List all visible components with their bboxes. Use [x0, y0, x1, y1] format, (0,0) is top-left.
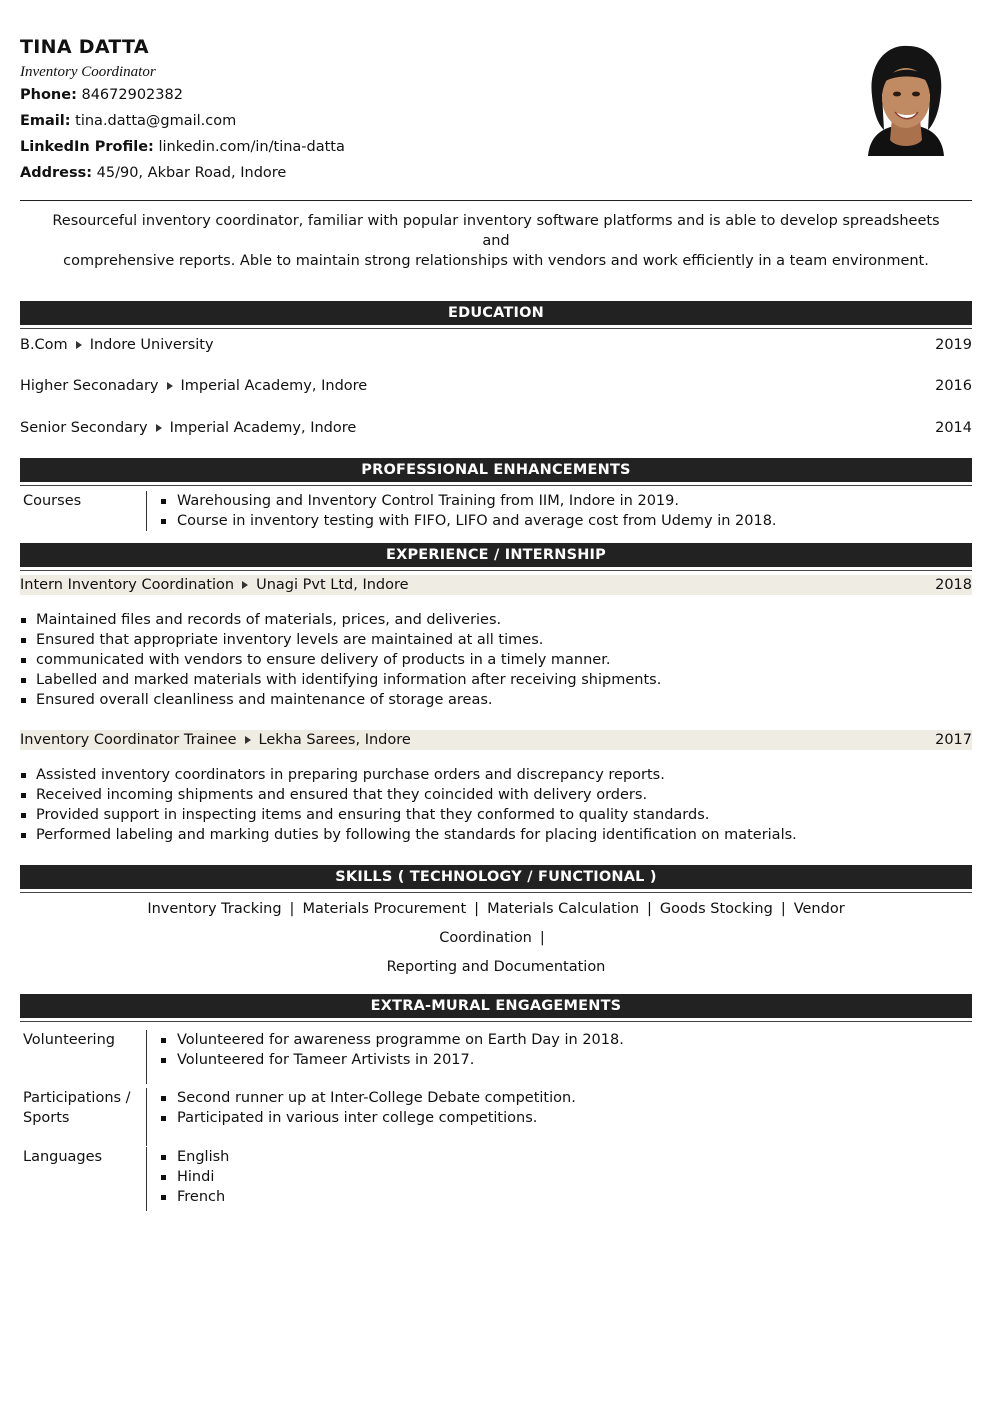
school: Imperial Academy, Indore [169, 420, 357, 436]
list-item: Volunteered for awareness programme on Earth Day in 2018. [159, 1030, 624, 1050]
summary-line: Resourceful inventory coordinator, familiar with popular inventory software platforms and is able to develop spreadsheets and [52, 213, 940, 249]
group-list [159, 1030, 624, 1070]
list-item: Volunteered for Tameer Artivists in 2017. [159, 1050, 624, 1070]
group-label: Languages [23, 1149, 103, 1165]
skill-item: Reporting and Documentation [386, 959, 606, 975]
triangle-right-icon [156, 424, 162, 432]
job-header [20, 730, 972, 750]
experience-section [20, 543, 972, 845]
list-item: English [159, 1147, 229, 1167]
skills-list [20, 895, 972, 982]
job-role: Inventory Coordinator Trainee [20, 732, 237, 748]
linkedin-label: LinkedIn Profile: [20, 139, 154, 155]
education-row [20, 335, 972, 355]
group-label [20, 1088, 146, 1146]
job-year: 2018 [935, 577, 972, 593]
list-item: Participated in various inter college competitions. [159, 1108, 576, 1128]
enhancements-section [20, 458, 972, 531]
triangle-right-icon [76, 341, 82, 349]
group-list [159, 1088, 576, 1128]
group-content [146, 1030, 624, 1084]
job-duties [20, 610, 972, 710]
extramural-section [20, 994, 972, 1211]
profile-photo [862, 44, 950, 156]
address-label: Address: [20, 165, 93, 181]
email-value[interactable]: tina.datta@gmail.com [75, 113, 237, 129]
courses-list [159, 491, 777, 531]
resume-page [20, 0, 972, 1211]
triangle-right-icon [245, 736, 251, 744]
job-company: Unagi Pvt Ltd, Indore [256, 577, 409, 593]
triangle-right-icon [242, 581, 248, 589]
list-item: Second runner up at Inter-College Debate competition. [159, 1088, 576, 1108]
job-role: Intern Inventory Coordination [20, 577, 235, 593]
profile-summary [20, 211, 972, 271]
school: Imperial Academy, Indore [180, 378, 368, 394]
list-item: Ensured overall cleanliness and maintenance of storage areas. [20, 690, 972, 710]
skill-item: Inventory Tracking [147, 901, 282, 917]
group-list [159, 1147, 229, 1207]
degree: Senior Secondary [20, 420, 148, 436]
job-company: Lekha Sarees, Indore [258, 732, 411, 748]
education-row [20, 418, 972, 438]
list-item: Labelled and marked materials with identifying information after receiving shipments. [20, 670, 972, 690]
section-divider [20, 485, 972, 486]
year: 2019 [935, 337, 972, 353]
skill-item: Materials Procurement [302, 901, 467, 917]
candidate-name: TINA DATTA [20, 36, 149, 58]
group-content [146, 1088, 576, 1146]
summary-line: comprehensive reports. Able to maintain strong relationships with vendors and work efficiently in a team environment. [63, 253, 929, 269]
section-heading: EXTRA-MURAL ENGAGEMENTS [20, 994, 972, 1018]
skill-item: Vendor Coordination [439, 901, 845, 946]
skill-item: Goods Stocking [659, 901, 773, 917]
linkedin-line [20, 139, 345, 155]
section-divider [20, 570, 972, 571]
section-divider [20, 892, 972, 893]
education-section [20, 301, 972, 438]
job-duties [20, 765, 972, 845]
section-heading: EDUCATION [20, 301, 972, 325]
section-heading: EXPERIENCE / INTERNSHIP [20, 543, 972, 567]
email-label: Email: [20, 113, 71, 129]
year: 2014 [935, 420, 972, 436]
linkedin-value[interactable]: linkedin.com/in/tina-datta [158, 139, 345, 155]
list-item: communicated with vendors to ensure delivery of products in a timely manner. [20, 650, 972, 670]
list-item: Course in inventory testing with FIFO, LIFO and average cost from Udemy in 2018. [159, 511, 777, 531]
job-header [20, 575, 972, 595]
courses-content [146, 491, 777, 531]
list-item: Performed labeling and marking duties by following the standards for placing identification on materials. [20, 825, 972, 845]
separator: | [780, 901, 786, 917]
separator: | [539, 930, 545, 946]
group-content [146, 1147, 229, 1211]
list-item: Hindi [159, 1167, 229, 1187]
job-year: 2017 [935, 732, 972, 748]
list-item: French [159, 1187, 229, 1207]
courses-label: Courses [23, 493, 82, 509]
section-divider [20, 1021, 972, 1022]
list-item: Assisted inventory coordinators in preparing purchase orders and discrepancy reports. [20, 765, 972, 785]
phone-line [20, 87, 183, 103]
list-item: Ensured that appropriate inventory levels are maintained at all times. [20, 630, 972, 650]
section-heading: SKILLS ( TECHNOLOGY / FUNCTIONAL ) [20, 865, 972, 889]
separator: | [474, 901, 480, 917]
section-divider [20, 328, 972, 329]
skills-section [20, 865, 972, 982]
section-heading: PROFESSIONAL ENHANCEMENTS [20, 458, 972, 482]
address-line [20, 165, 286, 181]
resume-header [20, 0, 972, 201]
list-item: Provided support in inspecting items and ensuring that they conformed to quality standards. [20, 805, 972, 825]
separator: | [647, 901, 652, 917]
education-row [20, 376, 972, 396]
phone-value: 84672902382 [81, 87, 183, 103]
participations-block [20, 1088, 972, 1146]
list-item: Received incoming shipments and ensured that they coincided with delivery orders. [20, 785, 972, 805]
degree: Higher Seconadary [20, 378, 159, 394]
languages-block [20, 1147, 972, 1211]
education-list [20, 335, 972, 438]
phone-label: Phone: [20, 87, 77, 103]
courses-block [20, 491, 972, 531]
year: 2016 [935, 378, 972, 394]
candidate-title: Inventory Coordinator [20, 64, 156, 80]
triangle-right-icon [167, 382, 173, 390]
list-item: Maintained files and records of materials, prices, and deliveries. [20, 610, 972, 630]
group-label: Volunteering [23, 1032, 115, 1048]
skill-item: Materials Calculation [487, 901, 640, 917]
address-value: 45/90, Akbar Road, Indore [96, 165, 287, 181]
volunteering-block [20, 1030, 972, 1084]
group-label-text: Participations / Sports [23, 1090, 131, 1126]
degree: B.Com [20, 337, 68, 353]
list-item: Warehousing and Inventory Control Training from IIM, Indore in 2019. [159, 491, 777, 511]
separator: | [289, 901, 295, 917]
school: Indore University [89, 337, 214, 353]
email-line [20, 113, 236, 129]
